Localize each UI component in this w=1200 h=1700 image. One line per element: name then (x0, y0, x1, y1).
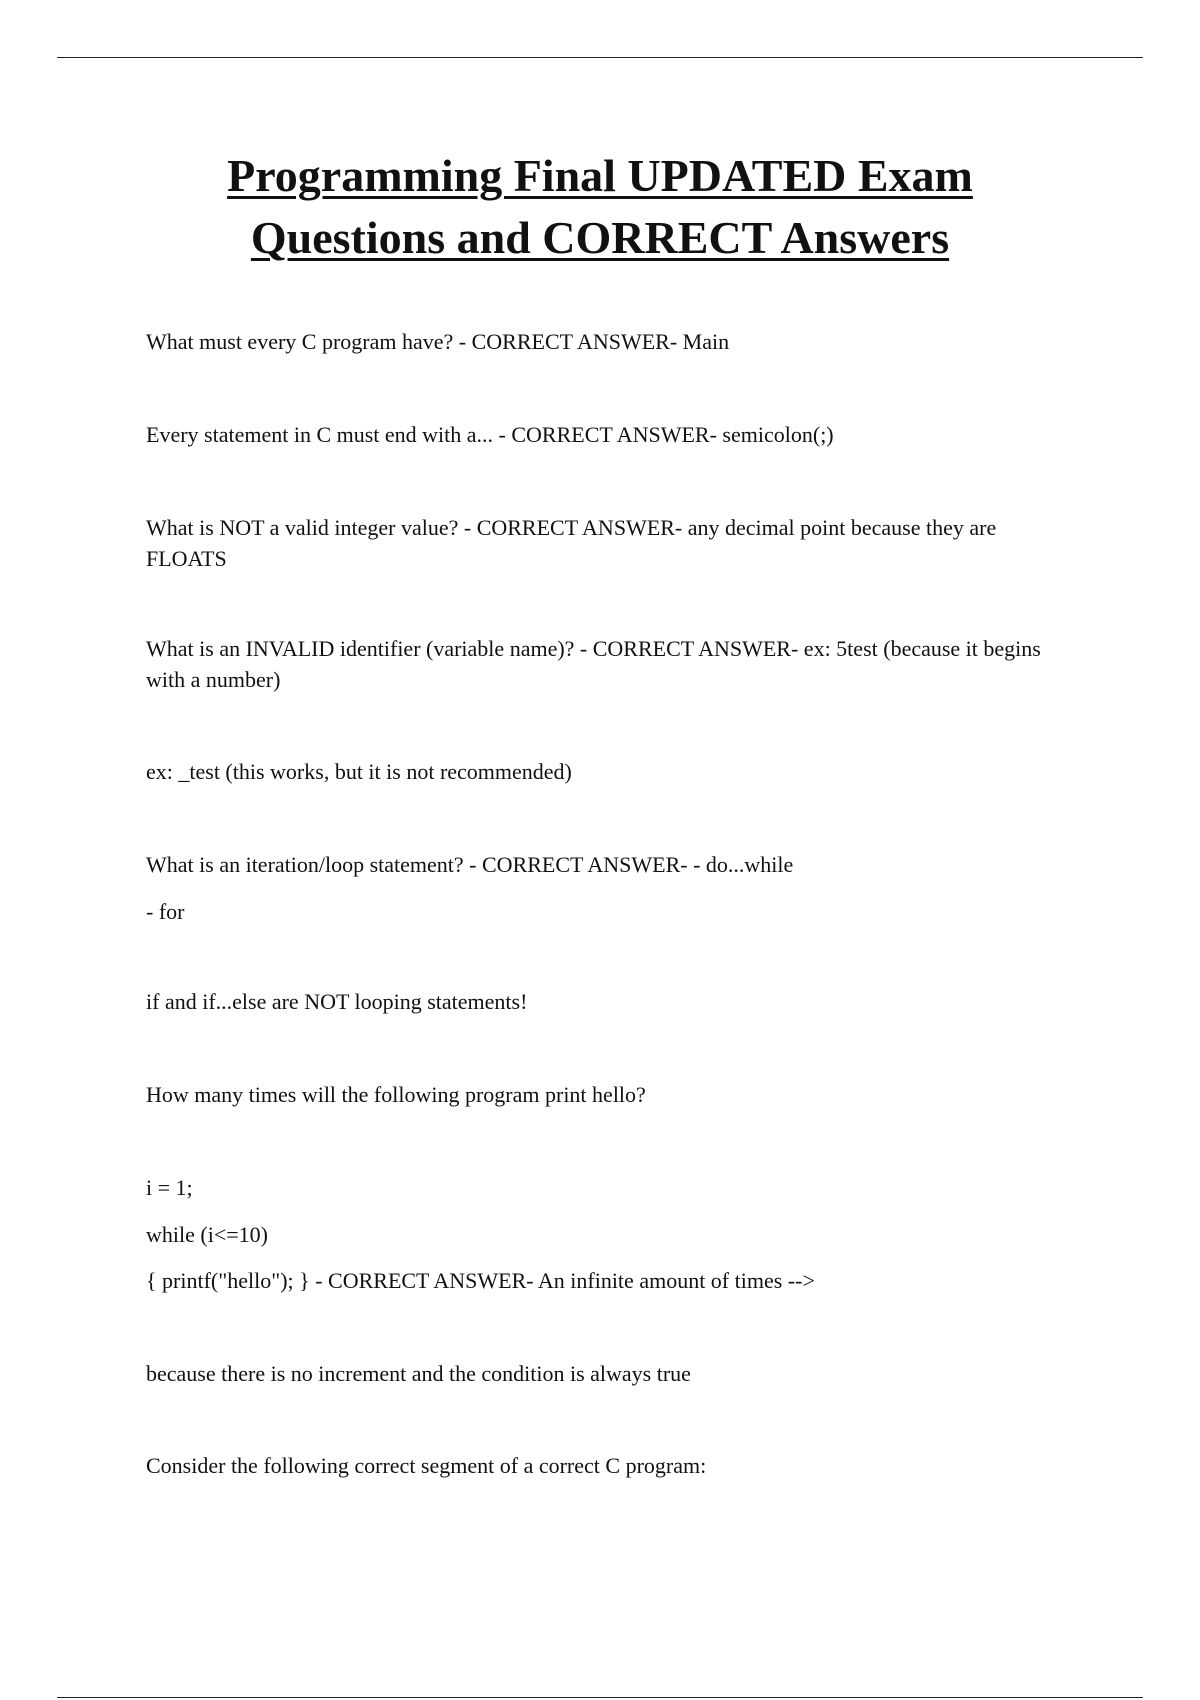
title-line-1: Programming Final UPDATED Exam (227, 150, 973, 201)
title-line-2: Questions and CORRECT Answers (250, 212, 950, 263)
qa-identifier: What is an INVALID identifier (variable name)? - CORRECT ANSWER- ex: 5test (because it begins with a number) (146, 636, 1041, 692)
page-title (0, 145, 1200, 269)
qa-integer: What is NOT a valid integer value? - CORRECT ANSWER- any decimal point because they are FLOATS (146, 515, 997, 571)
qa-semicolon: Every statement in C must end with a... - CORRECT ANSWER- semicolon(;) (146, 422, 834, 447)
note-if-else: if and if...else are NOT looping statements! (146, 989, 528, 1014)
qa-hello-answer: { printf("hello"); } - CORRECT ANSWER- An infinite amount of times --> (146, 1268, 815, 1293)
question-segment: Consider the following correct segment of a correct C program: (146, 1453, 707, 1478)
question-hello: How many times will the following program print hello? (146, 1082, 646, 1107)
qa-loop: What is an iteration/loop statement? - CORRECT ANSWER- - do...while (146, 852, 794, 877)
qa-main: What must every C program have? - CORRECT ANSWER- Main (146, 329, 730, 354)
code-line-while: while (i<=10) (146, 1222, 268, 1247)
footer-rule (57, 1697, 1143, 1698)
code-line-init: i = 1; (146, 1175, 193, 1200)
loop-for: - for (146, 899, 185, 924)
header-rule (57, 57, 1143, 58)
note-infinite: because there is no increment and the condition is always true (146, 1361, 691, 1386)
note-underscore: ex: _test (this works, but it is not recommended) (146, 759, 572, 784)
